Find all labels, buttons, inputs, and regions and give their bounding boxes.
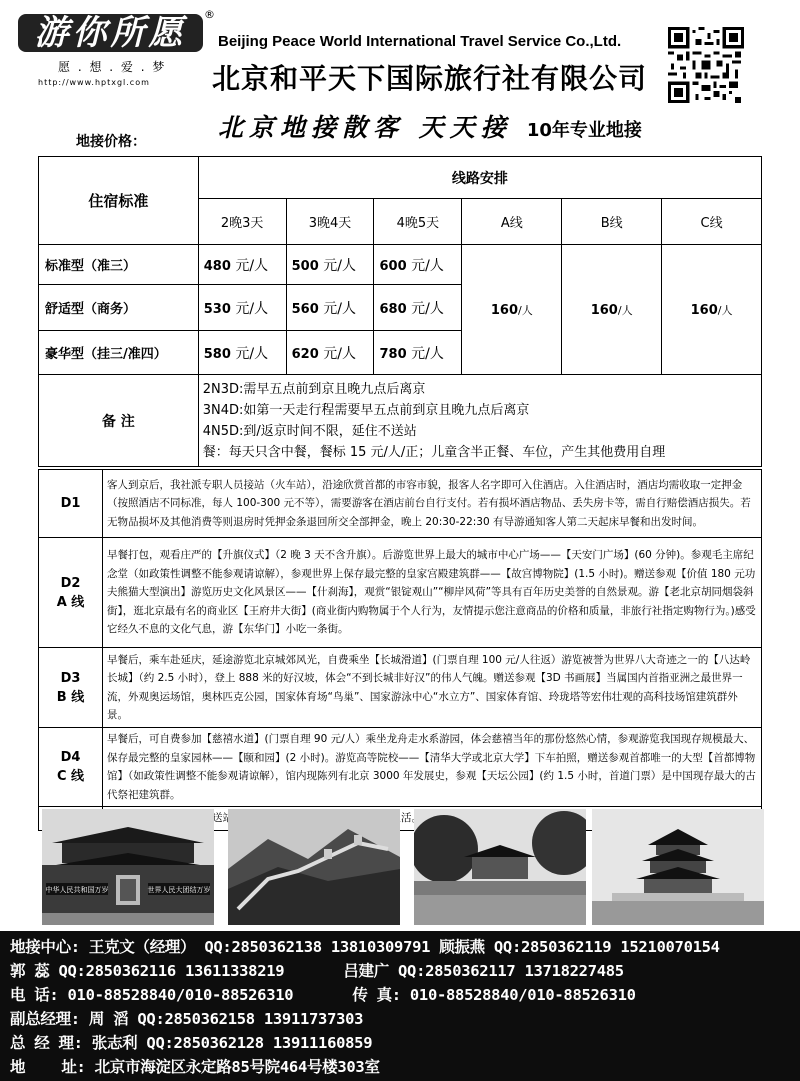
day-description: 早餐后，可自费参加【慈禧水道】(门票自理 90 元/人）乘坐龙舟走水系游园，体会慈禧当年的那份悠然心情，参观游览我国现存规模最大、保存最完整的皇家园林——【颐和园】(2 小时)。游览高等院校——【清华大学或北京大学】下车拍照，赠送参观首都唯一的大型【首都博物馆】（如政策性调整不能参观请谅解），馆内现陈列有北京 3000 年发展史，参观【天坛公园】(约 1.5 小时，首道门票）是中国现存最大的古代祭祀建筑群。 — [103, 728, 762, 807]
summer-palace-photo — [414, 809, 586, 925]
slogan-main: 北京地接散客 天天接 — [218, 113, 512, 142]
col-line-c: C线 — [662, 199, 762, 245]
contact-row-gm — [10, 1031, 372, 1055]
fax-label: 传 真: — [352, 986, 401, 1004]
col-line-a: A线 — [462, 199, 562, 245]
price-cell: 580 元/人 — [198, 331, 286, 375]
contact3-phone[interactable]: 13611338219 — [184, 962, 285, 980]
registered-mark: ® — [204, 8, 215, 21]
itinerary-row — [39, 648, 762, 728]
col-2n3d: 2晚3天 — [198, 199, 286, 245]
tel-label: 电 话: — [10, 986, 59, 1004]
contact4-phone[interactable]: 13718227485 — [524, 962, 624, 980]
price-cell: 480 元/人 — [198, 245, 286, 285]
logo-wordmark: 游你所愿 — [18, 14, 203, 52]
itinerary-row — [39, 728, 762, 807]
day-label: D1 — [39, 470, 103, 538]
vgm-name: 周 滔 — [88, 1010, 129, 1028]
itinerary-table — [38, 469, 762, 831]
accommodation-header: 住宿标准 — [39, 157, 199, 245]
contact-row-vgm — [10, 1007, 363, 1031]
banner-right: 世界人民大团结万岁 — [147, 886, 211, 894]
center-label: 地接中心: — [10, 938, 80, 956]
slogan-sub: 10年专业地接 — [526, 120, 642, 141]
header — [0, 0, 800, 148]
price-cell: 500 元/人 — [286, 245, 374, 285]
vgm-label: 副总经理: — [10, 1010, 80, 1028]
contact-row-2 — [10, 959, 624, 983]
company-logo — [18, 8, 215, 103]
logo-slogan: 愿 . 想 . 爱 . 梦 — [58, 60, 167, 74]
col-4n5d: 4晚5天 — [374, 199, 462, 245]
photo-strip — [42, 809, 762, 927]
tiananmen-photo — [42, 809, 214, 925]
col-line-b: B线 — [562, 199, 662, 245]
route-header: 线路安排 — [198, 157, 761, 199]
day-description: 早餐后，乘车赴延庆，延途游览北京城郊风光，自费乘坐【长城滑道】(门票自理 100 元/人往返）游览被誉为世界八大奇迹之一的【八达岭长城】（约 2.5 小时），登上 888 米的好汉坡，体会“不到长城非好汉”的伟人气魄。赠送参观【3D 书画展】当属国内首指亚洲之最世界一流，外观奥运场馆，奥林匹克公园，国家体育场“鸟巢”、国家游泳中心“水立方”、国家体育馆、玲珑塔等宏伟壮观的高科技场馆建筑群外景。 — [103, 648, 762, 728]
logo-url: http://www.hptxgl.com — [38, 78, 150, 87]
line-c-price: 160/人 — [662, 245, 762, 375]
contact2-qq[interactable]: QQ:2850362119 — [493, 938, 612, 956]
notes-content — [198, 375, 761, 467]
note-4n5d: 4N5D:到/返京时间不限，延住不送站 — [202, 423, 417, 439]
center-qq[interactable]: QQ:2850362138 — [204, 938, 322, 956]
itinerary-row — [39, 470, 762, 538]
address-value: 北京市海淀区永定路85号院464号楼303室 — [94, 1058, 380, 1076]
qr-code-icon — [668, 27, 744, 103]
vgm-phone[interactable]: 13911737303 — [263, 1010, 364, 1028]
day-label: D2 A 线 — [39, 538, 103, 648]
tier-luxury: 豪华型（挂三/准四） — [39, 331, 199, 375]
gm-name: 张志利 — [91, 1034, 138, 1052]
gm-phone[interactable]: 13911160859 — [272, 1034, 373, 1052]
contact-row-phone — [10, 983, 636, 1007]
address-label: 地 址: — [10, 1058, 86, 1076]
contact-panel — [0, 931, 800, 1081]
line-a-price: 160/人 — [462, 245, 562, 375]
contact2-name: 顾振燕 — [439, 938, 485, 956]
note-2n3d: 2N3D:需早五点前到京且晚九点后离京 — [202, 381, 426, 397]
price-section-label: 地接价格： — [76, 134, 146, 150]
price-cell: 560 元/人 — [286, 285, 374, 331]
note-meals: 餐：每天只含中餐，餐标 15 元/人/正；儿童含半正餐、车位，产生其他费用自理 — [202, 444, 666, 460]
gm-qq[interactable]: QQ:2850362128 — [146, 1034, 264, 1052]
price-cell: 530 元/人 — [198, 285, 286, 331]
contact3-name: 郭 蕊 — [10, 962, 50, 980]
price-cell: 620 元/人 — [286, 331, 374, 375]
temple-of-heaven-photo — [592, 809, 764, 925]
day-label: D4 C 线 — [39, 728, 103, 807]
fax-number[interactable]: 010-88528840/010-88526310 — [409, 986, 636, 1004]
banner-left: 中华人民共和国万岁 — [45, 886, 109, 894]
notes-row — [39, 375, 762, 467]
tier-comfort: 舒适型（商务） — [39, 285, 199, 331]
company-name-en: Beijing Peace World International Travel Service Co.,Ltd. — [218, 33, 622, 50]
day-label: D3 B 线 — [39, 648, 103, 728]
promo-slogan — [218, 108, 642, 140]
tier-standard: 标准型（准三） — [39, 245, 199, 285]
center-name: 王克文（经理） — [88, 938, 196, 956]
notes-label: 备 注 — [39, 375, 199, 467]
company-name-cn: 北京和平天下国际旅行社有限公司 — [212, 62, 648, 95]
col-3n4d: 3晚4天 — [286, 199, 374, 245]
center-phone[interactable]: 13810309791 — [330, 938, 431, 956]
price-cell: 600 元/人 — [374, 245, 462, 285]
line-b-price: 160/人 — [562, 245, 662, 375]
price-table — [38, 156, 762, 467]
contact4-name: 吕建广 — [343, 962, 389, 980]
table-row — [39, 245, 762, 285]
note-3n4d: 3N4D:如第一天走行程需要早五点前到京且晚九点后离京 — [202, 402, 530, 418]
contact2-phone[interactable]: 15210070154 — [620, 938, 720, 956]
day-description: 客人到京后，我社派专职人员接站（火车站），沿途欣赏首都的市容市貌，报客人名字即可入住酒店。入住酒店时，酒店均需收取一定押金（按照酒店不同标准，每人 100-300 元不等），需要游客在酒店前台自行支付。若有损坏酒店物品、丢失房卡等，需自行赔偿酒店损失。若无物品损坏及其他消费等则退房时凭押金条退回所交全部押金，晚上 20:30-22:30 有导游通知客人第二天起床早餐和出发时间。 — [103, 470, 762, 538]
tel-number[interactable]: 010-88528840/010-88526310 — [67, 986, 294, 1004]
day-description: 早餐打包，观看庄严的【升旗仪式】（2 晚 3 天不含升旗）。后游览世界上最大的城市中心广场——【天安门广场】(60 分钟)。参观毛主席纪念堂（如政策性调整不能参观请谅解），参观世界上保存最完整的皇家宫殿建筑群——【故宫博物院】(1.5 小时)。赠送参观【价值 180 元功夫熊猫大型演出】游览历史文化风景区——【什刹海】，观赏“银锭观山”“柳岸风荷”等具有百年历史美誉的自然景观。游【老北京胡同烟袋斜街】，逛北京最有名的商业区【王府井大街】(商业街内购物属于个人行为，友情提示您注意商品的价格和质量，非旅行社指定购物行为。)感受它经久不息的文化气息，游【东华门】小吃一条街。 — [103, 538, 762, 648]
great-wall-photo — [228, 809, 400, 925]
contact4-qq[interactable]: QQ:2850362117 — [398, 962, 516, 980]
price-cell: 780 元/人 — [374, 331, 462, 375]
itinerary-row — [39, 538, 762, 648]
contact-row-center — [10, 935, 720, 959]
contact3-qq[interactable]: QQ:2850362116 — [58, 962, 176, 980]
contact-row-address — [10, 1055, 380, 1079]
gm-label: 总 经 理: — [10, 1034, 83, 1052]
vgm-qq[interactable]: QQ:2850362158 — [137, 1010, 255, 1028]
price-cell: 680 元/人 — [374, 285, 462, 331]
